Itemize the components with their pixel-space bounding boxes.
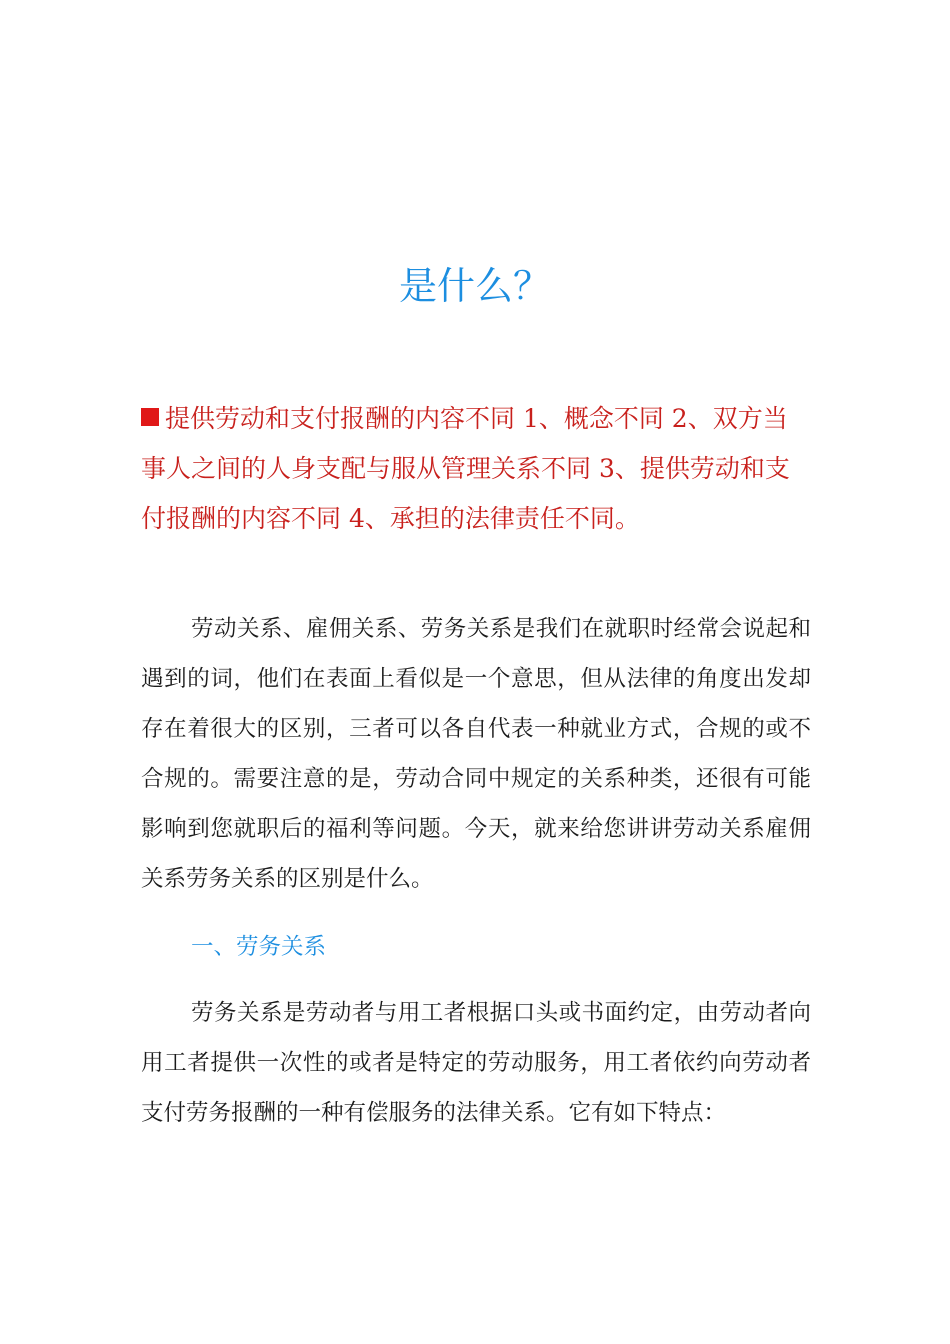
section-paragraph: 劳务关系是劳动者与用工者根据口头或书面约定，由劳动者向用工者提供一次性的或者是特定的劳动服务，用工者依约向劳动者支付劳务报酬的一种有偿服务的法律关系。它有如下特点： (141, 1000, 811, 1126)
summary-text: 提供劳动和支付报酬的内容不同 1、概念不同 2、双方当事人之间的人身支配与服从管理关系不同 3、提供劳动和支付报酬的内容不同 4、承担的法律责任不同。 (141, 404, 790, 533)
intro-paragraph: 劳动关系、雇佣关系、劳务关系是我们在就职时经常会说起和遇到的词，他们在表面上看似是一个意思，但从法律的角度出发却存在着很大的区别，三者可以各自代表一种就业方式，合规的或不合规的。需要注意的是，劳动合同中规定的关系种类，还很有可能影响到您就职后的福利等问题。今天，就来给您讲讲劳动关系雇佣关系劳务关系的区别是什么。 (141, 616, 811, 892)
section-heading: 一、劳务关系 (191, 934, 327, 960)
summary-block (141, 394, 811, 544)
page-title: 是什么？ (398, 264, 551, 308)
square-bullet-icon (141, 408, 159, 426)
